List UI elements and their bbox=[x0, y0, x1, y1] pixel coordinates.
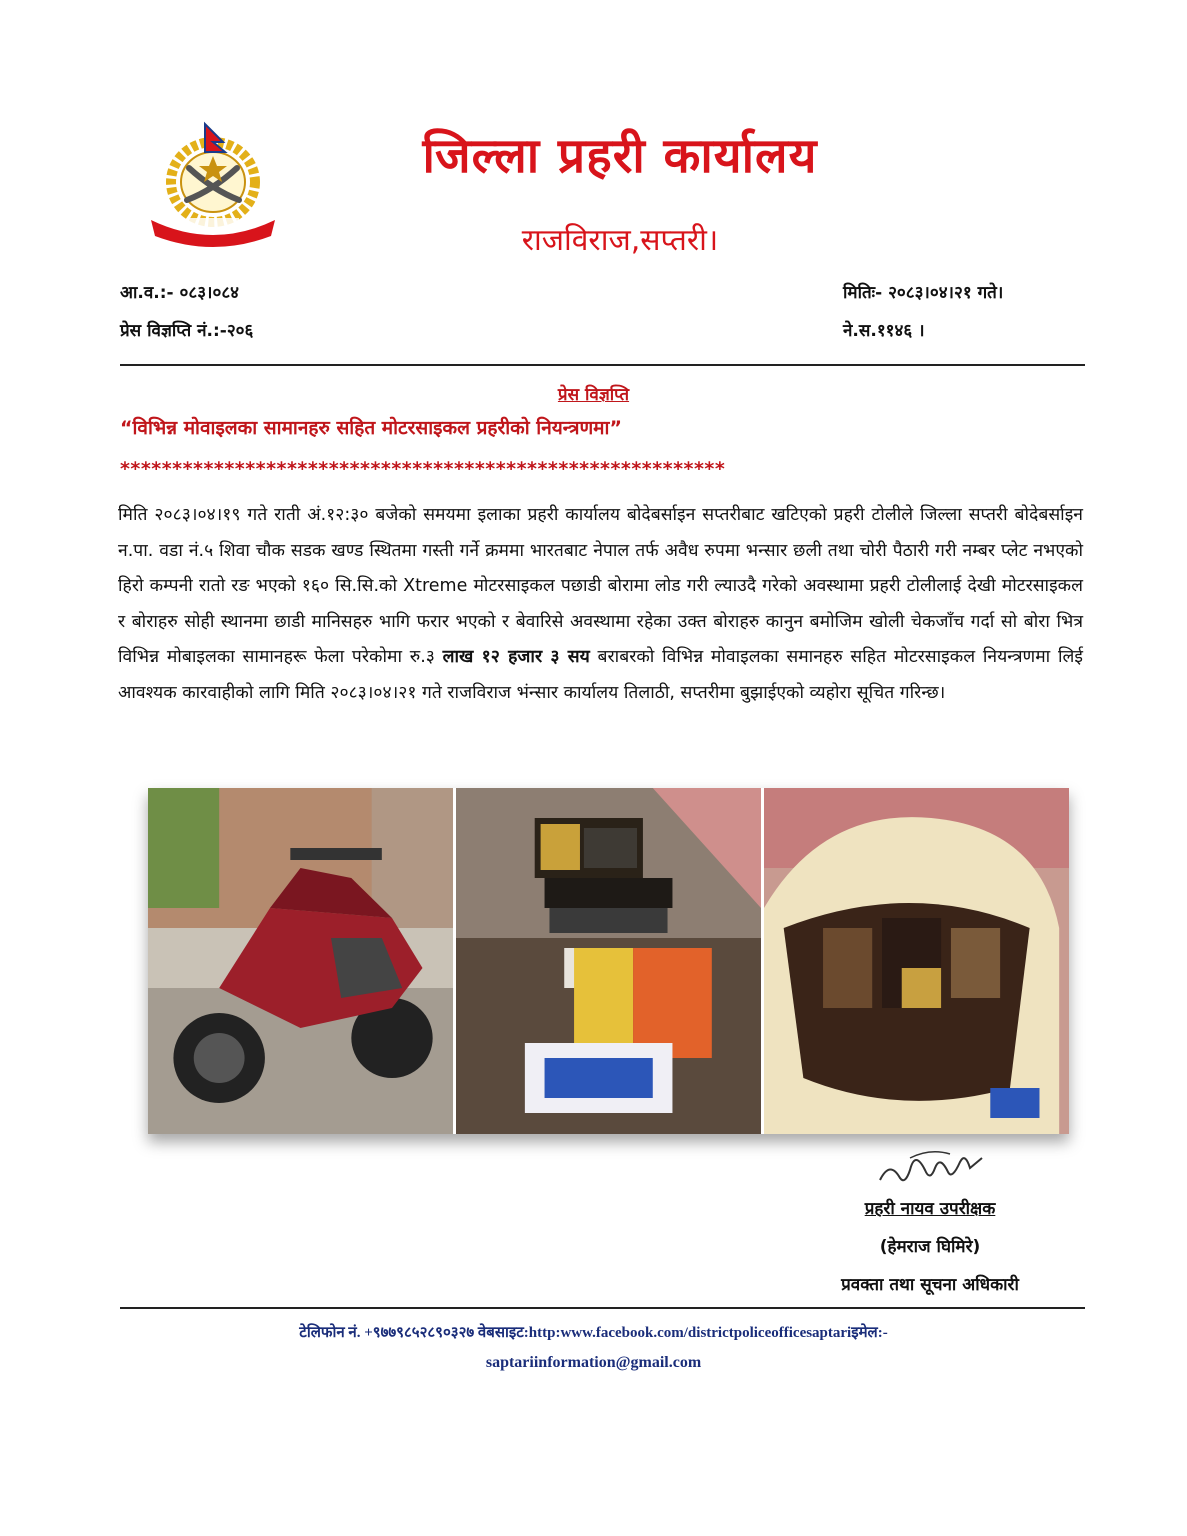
office-name: जिल्ला प्रहरी कार्यालय bbox=[422, 128, 818, 184]
press-release-number: प्रेस विज्ञप्ति नं.:-२०६ bbox=[120, 321, 254, 341]
nepal-police-emblem bbox=[143, 120, 303, 250]
signatory-title: प्रहरी नायव उपरीक्षक bbox=[864, 1199, 996, 1219]
nepal-sambat-date: ने.स.११४६ । bbox=[843, 321, 925, 341]
header-divider bbox=[120, 364, 1085, 366]
signatory-role: प्रवक्ता तथा सूचना अधिकारी bbox=[841, 1275, 1019, 1295]
fiscal-year: आ.व.:- ०८३।०८४ bbox=[120, 283, 239, 303]
body-amount-bold: लाख १२ हजार ३ सय bbox=[442, 647, 590, 667]
body-text-part2: बराबरको विभिन्न मोवाइलका समानहरु सहित मोटरसाइकल नियन्त्रणमा लिई आवश्यक कारवाहीको लागि मिति २०८३।०४।२१ गते राजविराज भंन्सार कार्यालय तिलाठी, सप्तरीमा बुझाईएको व्यहोरा सूचित गरिन्छ। bbox=[118, 647, 1083, 703]
body-paragraph bbox=[118, 498, 1083, 711]
press-release-label: प्रेस विज्ञप्ति bbox=[557, 385, 630, 405]
handwritten-signature bbox=[870, 1140, 1000, 1190]
release-date: मितिः- २०८३।०४।२१ गते। bbox=[843, 283, 1004, 303]
headline: “विभिन्न मोवाइलका सामानहरु सहित मोटरसाइकल प्रहरीको नियन्त्रणमा” bbox=[120, 417, 622, 439]
body-text-part1: मिति २०८३।०४।१९ गते राती अं.१२:३० बजेको समयमा इलाका प्रहरी कार्यालय बोदेबर्साइन सप्तरीबाट खटिएको प्रहरी टोलीले जिल्ला सप्तरी बोदेबर्साइन न.पा. वडा नं.५ शिवा चौक सडक खण्ड स्थितमा गस्ती गर्ने क्रममा भारतबाट नेपाल तर्फ अवैध रुपमा भन्सार छली तथा चोरी पैठारी गरी नम्बर प्लेट नभएको हिरो कम्पनी रातो रङ भएको १६० सि.सि.को Xtreme मोटरसाइकल पछाडी बोरामा लोड गरी ल्याउदै गरेको अवस्थामा प्रहरी टोलीलाई देखी मोटरसाइकल र बोराहरु सोही स्थानमा छाडी मानिसहरु भागि फरार भएको र बेवारिसे अवस्थामा रहेका उक्त बोराहरु कानुन बमोजिम खोली चेकजाँच गर्दा सो बोरा भित्र विभिन्न मोबाइलका सामानहरू फेला परेकोमा रु.३ bbox=[118, 505, 1083, 667]
star-separator: ********************************************************** bbox=[120, 458, 726, 480]
motorcycle-photo bbox=[148, 788, 453, 1134]
phone-boxes-photo bbox=[456, 788, 761, 1134]
evidence-photos bbox=[148, 788, 1069, 1134]
office-location: राजविराज,सप्तरी। bbox=[521, 223, 719, 258]
footer-email: saptariinformation@gmail.com bbox=[485, 1354, 702, 1371]
sack-photo bbox=[764, 788, 1069, 1134]
footer-divider bbox=[120, 1307, 1085, 1309]
signatory-name: (हेमराज घिमिरे) bbox=[879, 1237, 981, 1257]
footer-contact: टेलिफोन नं. +९७७९८५२८९०३२७ वेबसाइट:http:www.facebook.com/districtpoliceofficesaptariइमेल:- bbox=[299, 1325, 888, 1341]
